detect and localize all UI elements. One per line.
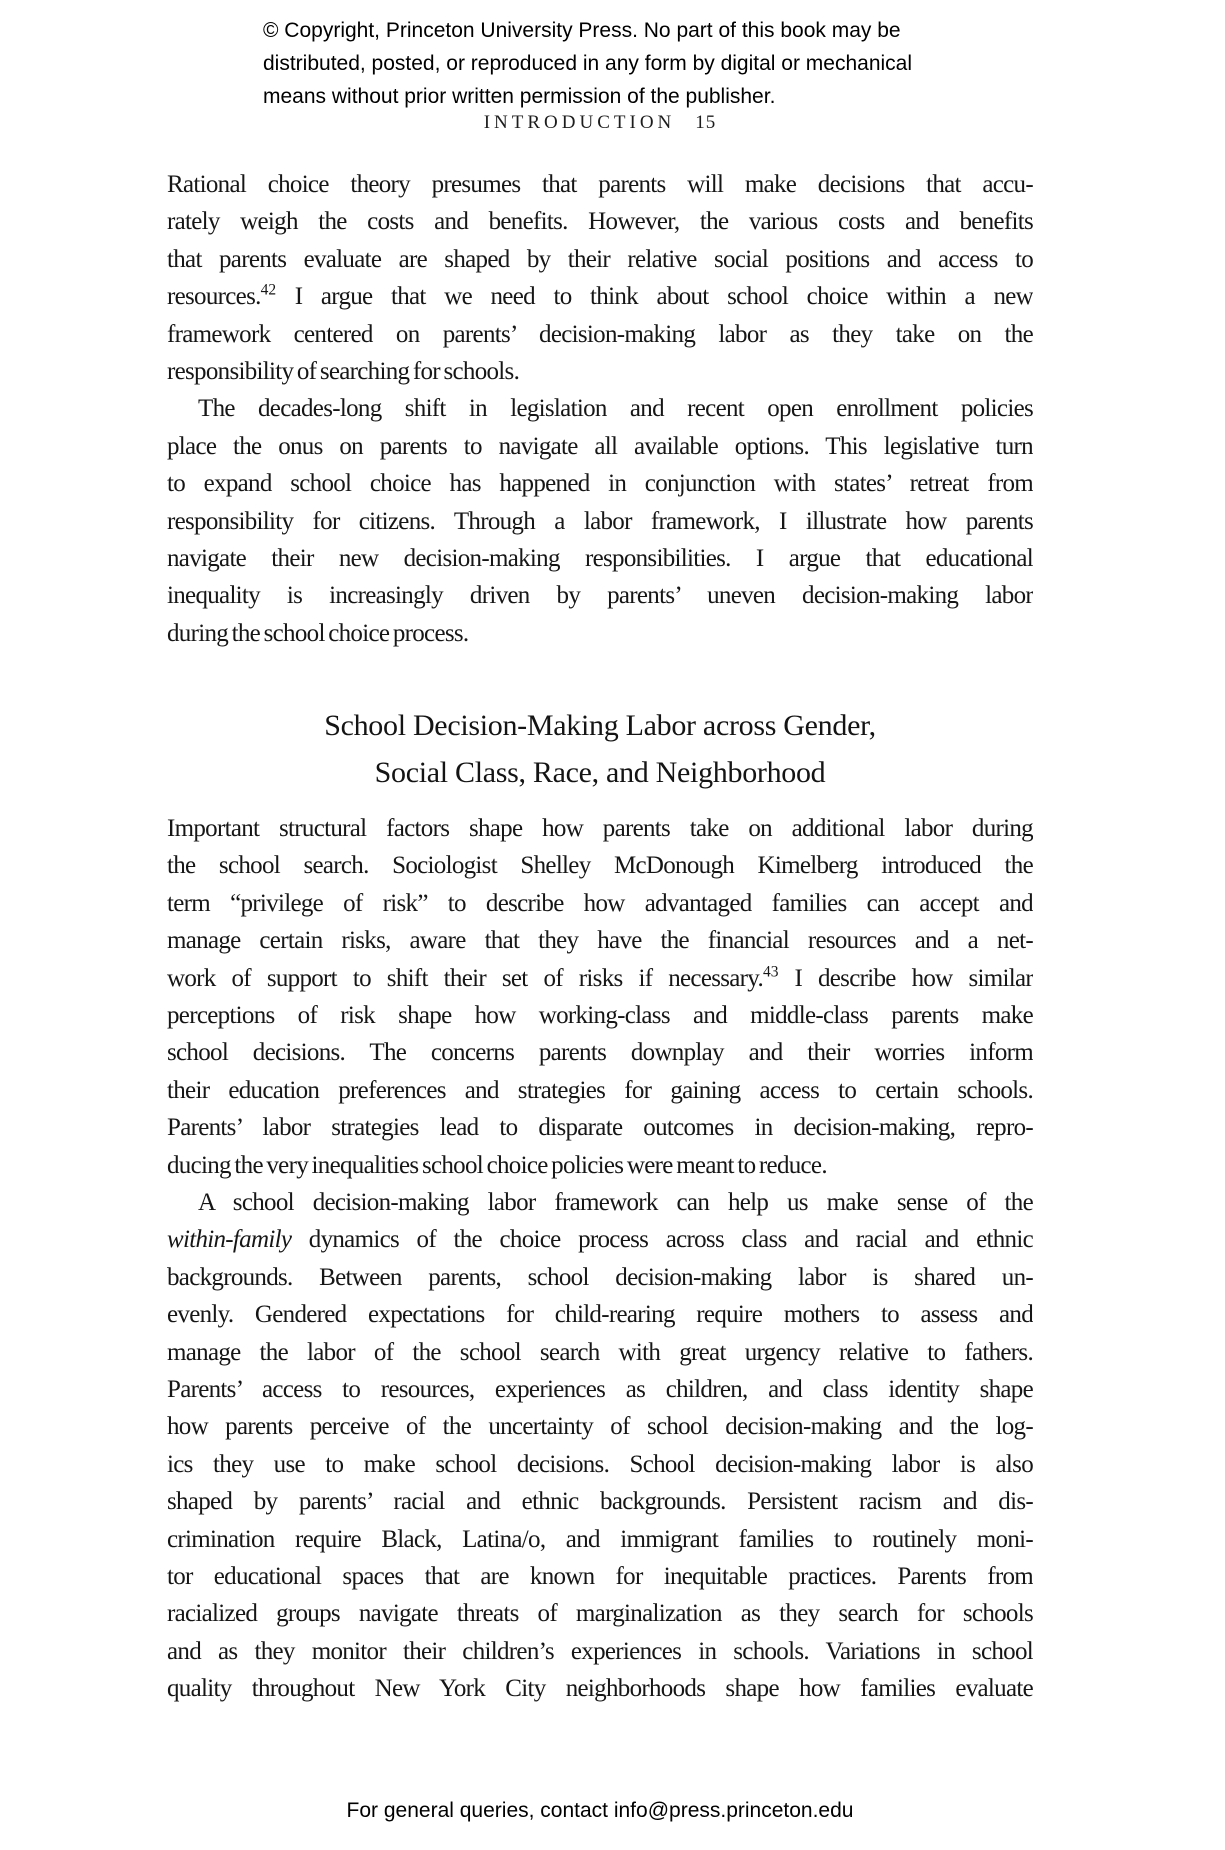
text-line (167, 1109, 1033, 1146)
text-line (167, 1483, 1033, 1520)
copyright-line: © Copyright, Princeton University Press. No part of this book may be (263, 19, 901, 42)
text-line (167, 1446, 1033, 1483)
paragraph (167, 166, 1033, 390)
text-line (167, 166, 1033, 203)
section-heading-line: School Decision-Making Labor across Gender, (324, 709, 876, 743)
italic-phrase: within-family (167, 1226, 292, 1254)
text-segment: dynamics of the choice process across class and racial and ethnic (291, 1226, 1033, 1254)
text-segment: shaped by parents’ racial and ethnic backgrounds. Persistent racism and dis- (167, 1488, 1033, 1516)
text-segment: I describe how similar (778, 964, 1033, 992)
text-line (167, 1408, 1033, 1445)
text-line (167, 1558, 1033, 1595)
text-line (167, 1259, 1033, 1296)
text-line (167, 540, 1033, 577)
text-segment: tor educational spaces that are known for inequitable practices. Parents from (167, 1562, 1033, 1590)
text-line (167, 353, 1033, 390)
text-line (167, 577, 1033, 614)
footnote-ref: 42 (260, 281, 277, 299)
body-text-upper (167, 166, 1033, 652)
text-line (167, 428, 1033, 465)
text-line (167, 1595, 1033, 1632)
text-line (167, 922, 1033, 959)
text-line (167, 885, 1033, 922)
text-segment: responsibility of searching for schools. (167, 357, 520, 385)
paragraph (167, 810, 1033, 1184)
text-line (167, 1221, 1033, 1258)
body-text-lower (167, 810, 1033, 1707)
page-number: 15 (695, 112, 717, 133)
text-segment: navigate their new decision-making responsibilities. I argue that educational (167, 544, 1033, 572)
text-line (167, 810, 1033, 847)
text-line (167, 203, 1033, 240)
text-line (167, 1296, 1033, 1333)
text-segment: evenly. Gendered expectations for child-rearing require mothers to assess and (167, 1301, 1033, 1329)
text-segment: manage the labor of the school search with great urgency relative to fathers. (167, 1338, 1033, 1366)
text-segment: I argue that we need to think about school choice within a new (276, 283, 1033, 311)
text-segment: ics they use to make school decisions. School decision-making labor is also (167, 1450, 1033, 1478)
text-segment: the school search. Sociologist Shelley McDonough Kimelberg introduced the (167, 852, 1033, 880)
text-segment: during the school choice process. (167, 619, 469, 647)
text-line (167, 615, 1033, 652)
footer-note: For general queries, contact info@press.princeton.edu (346, 1799, 854, 1822)
text-segment: manage certain risks, aware that they have the financial resources and a net- (167, 927, 1033, 955)
text-line (167, 503, 1033, 540)
text-line (167, 1334, 1033, 1371)
copyright-notice (263, 14, 912, 113)
text-segment: racialized groups navigate threats of marginalization as they search for schools (167, 1600, 1033, 1628)
section-heading (167, 702, 1033, 796)
text-segment: The decades-long shift in legislation and recent open enrollment policies (198, 395, 1033, 423)
text-segment: Important structural factors shape how parents take on additional labor during (167, 815, 1033, 843)
text-segment: and as they monitor their children’s experiences in schools. Variations in school (167, 1637, 1033, 1665)
text-line (167, 390, 1033, 427)
main-text (167, 166, 1033, 1707)
text-segment: Rational choice theory presumes that parents will make decisions that accu- (167, 171, 1033, 198)
text-segment: responsibility for citizens. Through a labor framework, I illustrate how parents (167, 507, 1033, 535)
copyright-line: means without prior written permission of the publisher. (263, 85, 776, 108)
paragraph (167, 1184, 1033, 1707)
text-segment: that parents evaluate are shaped by their relative social positions and access to (167, 245, 1033, 273)
text-line (167, 1521, 1033, 1558)
text-segment: backgrounds. Between parents, school decision-making labor is shared un- (167, 1263, 1033, 1291)
text-segment: rately weigh the costs and benefits. However, the various costs and benefits (167, 208, 1033, 236)
copyright-line: distributed, posted, or reproduced in any form by digital or mechanical (263, 52, 913, 75)
text-segment: term “privilege of risk” to describe how advantaged families can accept and (167, 889, 1033, 917)
text-line (167, 960, 1033, 997)
text-segment: Parents’ labor strategies lead to disparate outcomes in decision-making, repro- (167, 1114, 1033, 1142)
text-segment: crimination require Black, Latina/o, and immigrant families to routinely moni- (167, 1525, 1033, 1553)
text-line (167, 316, 1033, 353)
text-segment: resources. (167, 283, 261, 311)
text-segment: place the onus on parents to navigate all available options. This legislative turn (167, 432, 1033, 460)
text-segment: quality throughout New York City neighborhoods shape how families evaluate (167, 1675, 1033, 1703)
text-line (167, 1184, 1033, 1221)
text-line (167, 465, 1033, 502)
text-segment: ducing the very inequalities school choice policies were meant to reduce. (167, 1151, 827, 1179)
section-heading-line: Social Class, Race, and Neighborhood (374, 756, 826, 790)
text-line (167, 1670, 1033, 1707)
footnote-ref: 43 (763, 963, 779, 981)
text-segment: school decisions. The concerns parents downplay and their worries inform (167, 1039, 1033, 1067)
text-line (167, 1147, 1033, 1184)
text-line (167, 847, 1033, 884)
text-segment: Parents’ access to resources, experiences as children, and class identity shape (167, 1375, 1033, 1403)
text-segment: to expand school choice has happened in conjunction with states’ retreat from (167, 470, 1033, 498)
text-segment: A school decision-making labor framework can help us make sense of the (198, 1188, 1033, 1216)
text-segment: how parents perceive of the uncertainty of school decision-making and the log- (167, 1413, 1033, 1441)
text-segment: perceptions of risk shape how working-class and middle-class parents make (167, 1002, 1033, 1030)
text-line (167, 1034, 1033, 1071)
paragraph (167, 390, 1033, 652)
text-segment: inequality is increasingly driven by parents’ uneven decision-making labor (167, 582, 1033, 610)
text-line (167, 1633, 1033, 1670)
text-line (167, 1072, 1033, 1109)
text-line (167, 1371, 1033, 1408)
text-line (167, 241, 1033, 278)
text-line (167, 278, 1033, 315)
text-segment: framework centered on parents’ decision-making labor as they take on the (167, 320, 1033, 348)
running-head (167, 112, 1033, 134)
text-line (167, 997, 1033, 1034)
text-segment: their education preferences and strategies for gaining access to certain schools. (167, 1076, 1033, 1104)
chapter-title: INTRODUCTION (483, 112, 676, 133)
text-segment: work of support to shift their set of risks if necessary. (167, 964, 764, 992)
